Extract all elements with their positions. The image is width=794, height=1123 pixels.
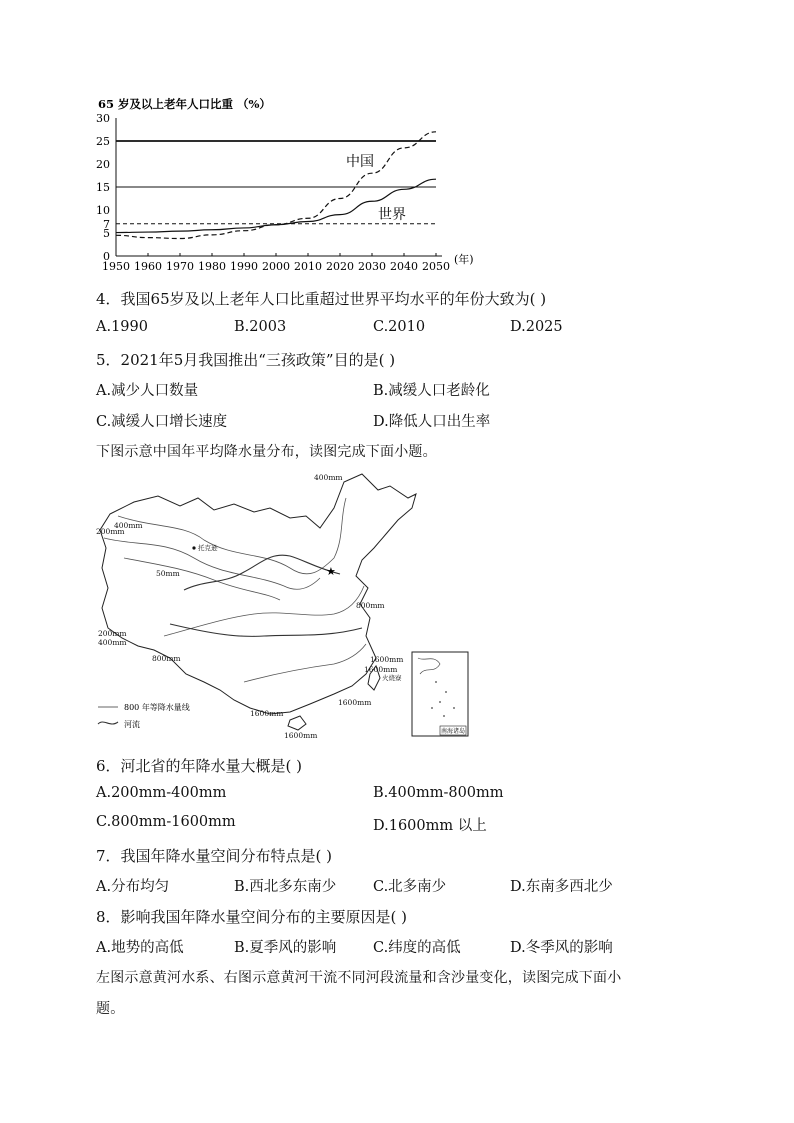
- q6-option-a[interactable]: A.200mm-400mm: [96, 785, 227, 801]
- intro-yellow-river-line1: 左图示意黄河水系、右图示意黄河干流不同河段流量和含沙量变化，读图完成下面小: [96, 970, 622, 986]
- x-tick-label: 2010: [294, 260, 322, 273]
- x-tick-label: 2040: [390, 260, 418, 273]
- q7-option-c[interactable]: C.北多南少: [373, 879, 447, 895]
- map-label: 托克逊: [198, 544, 218, 552]
- population-aging-chart: [90, 92, 490, 277]
- map-label: 400mm: [98, 638, 127, 647]
- map-label: 200mm: [96, 527, 125, 536]
- q5-option-d[interactable]: D.降低人口出生率: [373, 414, 491, 430]
- map-label: 1600mm: [338, 698, 372, 707]
- q5-stem: 5．2021年5月我国推出“三孩政策”目的是( ): [96, 351, 396, 369]
- isohyet-1600: [244, 644, 366, 682]
- map-label: 200mm: [98, 629, 127, 638]
- yangtze-river: [170, 624, 362, 636]
- q4-stem: 4．我国65岁及以上老年人口比重超过世界平均水平的年份大致为( ): [96, 290, 547, 308]
- q7-stem: 7．我国年降水量空间分布特点是( ): [96, 847, 333, 865]
- tuokexun-dot: [192, 546, 195, 549]
- x-tick-label: 2000: [262, 260, 290, 273]
- capital-star-icon: ★: [326, 565, 336, 578]
- q6-option-b[interactable]: B.400mm-800mm: [373, 785, 504, 801]
- q5-option-b[interactable]: B.减缓人口老龄化: [373, 383, 490, 399]
- x-tick-label: 2020: [326, 260, 354, 273]
- map-label: 1600mm: [250, 709, 284, 718]
- map-label: 800mm: [152, 654, 181, 663]
- intro-precipitation: 下图示意中国年平均降水量分布，读图完成下面小题。: [96, 444, 437, 460]
- map-label: 1600mm: [364, 665, 398, 674]
- y-tick-label: 20: [96, 158, 110, 171]
- map-label: 50mm: [156, 569, 180, 578]
- inset-coast: [418, 658, 440, 674]
- legend-isoline-label: 800 年等降水量线: [124, 703, 190, 712]
- x-tick-label: 1980: [198, 260, 226, 273]
- q4-option-a[interactable]: A.1990: [96, 319, 148, 335]
- x-unit: (年): [454, 253, 474, 266]
- y-tick-label: 7: [103, 217, 110, 231]
- q4-option-c[interactable]: C.2010: [373, 319, 426, 335]
- q6-option-c[interactable]: C.800mm-1600mm: [96, 814, 236, 830]
- isohyet-400: [118, 498, 346, 574]
- x-tick-label: 1970: [166, 260, 194, 273]
- q7-option-a[interactable]: A.分布均匀: [96, 879, 170, 895]
- map-label: 400mm: [314, 473, 343, 482]
- q8-option-c[interactable]: C.纬度的高低: [373, 940, 461, 956]
- inset-label: 南海诸岛: [441, 728, 466, 735]
- map-label: 800mm: [356, 601, 385, 610]
- q6-stem: 6．河北省的年降水量大概是( ): [96, 757, 303, 775]
- series-label-world: 世界: [378, 207, 406, 223]
- x-tick-label: 2050: [422, 260, 450, 273]
- y-tick-label: 25: [96, 135, 110, 148]
- map-label: 火烧寮: [382, 674, 402, 682]
- q8-option-b[interactable]: B.夏季风的影响: [234, 940, 337, 956]
- q4-option-d[interactable]: D.2025: [510, 319, 563, 335]
- chart-ylabel: 65 岁及以上老年人口比重 （%）: [98, 97, 271, 111]
- legend-river-swatch: [98, 722, 118, 724]
- y-tick-label: 30: [96, 112, 110, 125]
- legend-river-label: 河流: [124, 720, 140, 729]
- x-tick-label: 2030: [358, 260, 386, 273]
- y-tick-label: 10: [96, 204, 110, 217]
- y-tick-label: 0: [103, 250, 110, 263]
- intro-yellow-river-line2: 题。: [96, 1001, 125, 1017]
- map-label: 1600mm: [284, 731, 318, 740]
- y-tick-label: 5: [103, 227, 110, 240]
- series-label-china: 中国: [346, 154, 374, 170]
- q8-stem: 8．影响我国年降水量空间分布的主要原因是( ): [96, 908, 408, 926]
- yellow-river: [184, 555, 340, 590]
- q6-option-d[interactable]: D.1600mm 以上: [373, 818, 487, 834]
- q5-option-c[interactable]: C.减缓人口增长速度: [96, 414, 228, 430]
- q4-option-b[interactable]: B.2003: [234, 319, 287, 335]
- q7-option-b[interactable]: B.西北多东南少: [234, 879, 337, 895]
- china-precipitation-map: [94, 468, 474, 740]
- q7-option-d[interactable]: D.东南多西北少: [510, 879, 613, 895]
- x-tick-label: 1950: [102, 260, 130, 273]
- q5-option-a[interactable]: A.减少人口数量: [96, 383, 199, 399]
- hainan-island: [288, 716, 306, 730]
- q8-option-d[interactable]: D.冬季风的影响: [510, 940, 613, 956]
- q8-option-a[interactable]: A.地势的高低: [96, 940, 184, 956]
- y-tick-label: 15: [96, 181, 110, 194]
- isohyet-800: [164, 586, 364, 636]
- x-tick-label: 1960: [134, 260, 162, 273]
- map-label: 1600mm: [370, 655, 404, 664]
- map-label: 400mm: [114, 521, 143, 530]
- x-tick-label: 1990: [230, 260, 258, 273]
